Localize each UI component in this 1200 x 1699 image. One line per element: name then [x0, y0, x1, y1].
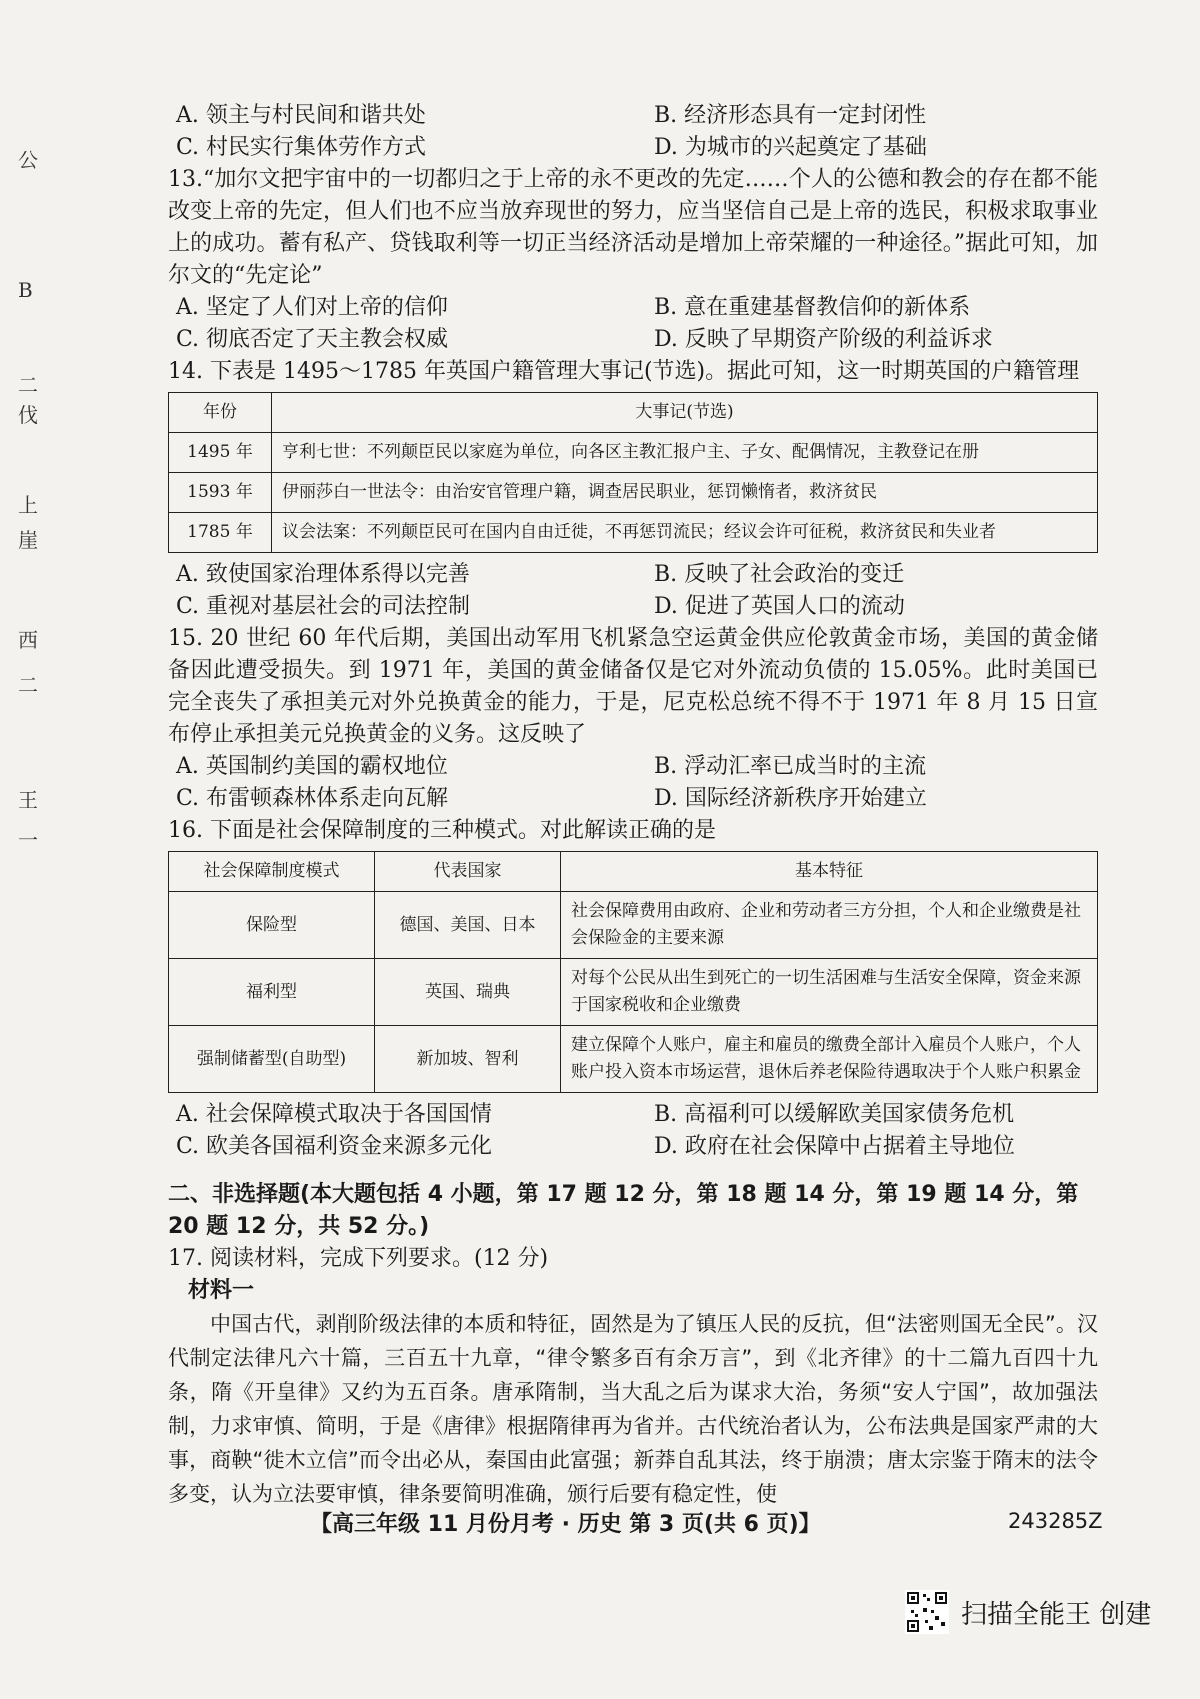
q17-stem: 17. 阅读材料，完成下列要求。(12 分)	[168, 1246, 549, 1271]
q16-option-c: C. 欧美各国福利资金来源多元化	[176, 1134, 493, 1159]
table-cell-countries: 德国、美国、日本	[375, 892, 561, 959]
table-cell-year: 1495 年	[169, 433, 272, 473]
scanner-watermark	[905, 1590, 1151, 1634]
edge-mark: 一	[18, 828, 38, 852]
qr-code-icon	[905, 1590, 949, 1634]
section-heading: 二、非选择题(本大题包括 4 小题，第 17 题 12 分，第 18 题 14 分，第 19 题 14 分，第 20 题 12 分，共 52 分。)	[168, 1182, 1079, 1239]
q14-options-row-2	[168, 591, 1098, 623]
table-row	[169, 433, 1098, 473]
q15-option-b: B. 浮动汇率已成当时的主流	[654, 754, 927, 779]
edge-mark: 公	[18, 148, 38, 172]
q14-option-c: C. 重视对基层社会的司法控制	[176, 594, 471, 619]
table-cell-features: 建立保障个人账户，雇主和雇员的缴费全部计入雇员个人账户，个人账户投入资本市场运营，退休后养老保险待遇取决于个人账户积累金	[561, 1026, 1098, 1093]
table-cell-event: 亨利七世：不列颠臣民以家庭为单位，向各区主教汇报户主、子女、配偶情况，主教登记在册	[272, 433, 1098, 473]
table-cell-countries: 英国、瑞典	[375, 959, 561, 1026]
edge-mark: 崖	[18, 528, 38, 552]
q15-option-a: A. 英国制约美国的霸权地位	[176, 754, 448, 779]
q14-stem: 14. 下表是 1495～1785 年英国户籍管理大事记(节选)。据此可知，这一时期英国的户籍管理	[168, 359, 1080, 384]
q15-options-row-2	[168, 783, 1098, 815]
q12-option-b: B. 经济形态具有一定封闭性	[654, 103, 927, 128]
q13-option-c: C. 彻底否定了天主教会权威	[176, 327, 449, 352]
q16-options-row-2	[168, 1131, 1098, 1163]
table-header: 代表国家	[375, 852, 561, 892]
question-content	[168, 100, 1098, 1511]
table-cell-countries: 新加坡、智利	[375, 1026, 561, 1093]
table-cell-year: 1785 年	[169, 513, 272, 553]
edge-mark: B	[18, 278, 33, 302]
table-row	[169, 473, 1098, 513]
table-row	[169, 513, 1098, 553]
q16-options-row-1	[168, 1099, 1098, 1131]
q15-stem: 15. 20 世纪 60 年代后期，美国出动军用飞机紧急空运黄金供应伦敦黄金市场，美国的黄金储备因此遭受损失。到 1971 年，美国的黄金储备仅是它对外流动负债的 15.05%。此时美国已完全丧失了承担美元对外兑换黄金的能力，于是，尼克松总统不得不于 1971 年 8 月 15 日宣布停止承担美元兑换黄金的义务。这反映了	[168, 626, 1098, 747]
table-cell-event: 伊丽莎白一世法令：由治安官管理户籍，调查居民职业，惩罚懒惰者，救济贫民	[272, 473, 1098, 513]
table-cell-features: 社会保障费用由政府、企业和劳动者三方分担，个人和企业缴费是社会保险金的主要来源	[561, 892, 1098, 959]
table-header: 年份	[169, 393, 272, 433]
q13-option-a: A. 坚定了人们对上帝的信仰	[176, 295, 448, 320]
material-label: 材料一	[188, 1278, 255, 1303]
table-cell-model: 福利型	[169, 959, 375, 1026]
edge-mark: 王	[18, 788, 38, 812]
edge-mark: 二	[18, 373, 38, 397]
q13-options-row-1	[168, 292, 1098, 324]
q13-option-d: D. 反映了早期资产阶级的利益诉求	[654, 327, 993, 352]
q14-option-d: D. 促进了英国人口的流动	[654, 594, 905, 619]
edge-mark: 上	[18, 493, 38, 517]
q16-option-a: A. 社会保障模式取决于各国国情	[176, 1102, 492, 1127]
document-code: 243285Z	[1008, 1509, 1103, 1533]
q15-option-d: D. 国际经济新秩序开始建立	[654, 786, 927, 811]
q15-option-c: C. 布雷顿森林体系走向瓦解	[176, 786, 449, 811]
q12-option-c: C. 村民实行集体劳作方式	[176, 135, 427, 160]
table-header: 大事记(节选)	[272, 393, 1098, 433]
q13-options-row-2	[168, 324, 1098, 356]
table-cell-event: 议会法案：不列颠臣民可在国内自由迁徙，不再惩罚流民；经议会许可征税，救济贫民和失业者	[272, 513, 1098, 553]
q12-option-a: A. 领主与村民间和谐共处	[176, 103, 426, 128]
table-header-row	[169, 852, 1098, 892]
q14-options-row-1	[168, 559, 1098, 591]
edge-mark: 西	[18, 628, 38, 652]
table-cell-features: 对每个公民从出生到死亡的一切生活困难与生活安全保障，资金来源于国家税收和企业缴费	[561, 959, 1098, 1026]
table-header-row	[169, 393, 1098, 433]
table-row	[169, 1026, 1098, 1093]
q13-option-b: B. 意在重建基督教信仰的新体系	[654, 295, 971, 320]
table-row	[169, 959, 1098, 1026]
table-cell-year: 1593 年	[169, 473, 272, 513]
table-header: 基本特征	[561, 852, 1098, 892]
table-cell-model: 保险型	[169, 892, 375, 959]
q14-table	[168, 392, 1098, 553]
q14-option-a: A. 致使国家治理体系得以完善	[176, 562, 470, 587]
scanner-label: 扫描全能王 创建	[961, 1599, 1152, 1630]
q16-option-b: B. 高福利可以缓解欧美国家债务危机	[654, 1102, 1015, 1127]
q16-stem: 16. 下面是社会保障制度的三种模式。对此解读正确的是	[168, 818, 716, 843]
material-text: 中国古代，剥削阶级法律的本质和特征，固然是为了镇压人民的反抗，但“法密则国无全民”。汉代制定法律凡六十篇，三百五十九章，“律令繁多百有余万言”，到《北齐律》的十二篇九百四十九条，隋《开皇律》又约为五百条。唐承隋制，当大乱之后为谋求大治，务须“安人宁国”，故加强法制，力求审慎、简明，于是《唐律》根据隋律再为省并。古代统治者认为，公布法典是国家严肃的大事，商鞅“徙木立信”而令出必从，秦国由此富强；新莽自乱其法，终于崩溃；唐太宗鉴于隋末的法令多变，认为立法要审慎，律条要简明准确，颁行后要有稳定性，使	[168, 1312, 1098, 1506]
q15-options-row-1	[168, 751, 1098, 783]
q12-options-row-1	[168, 100, 1098, 132]
table-cell-model: 强制储蓄型(自助型)	[169, 1026, 375, 1093]
edge-mark: 伐	[18, 403, 38, 427]
q14-option-b: B. 反映了社会政治的变迁	[654, 562, 905, 587]
q13-stem: 13.“加尔文把宇宙中的一切都归之于上帝的永不更改的先定……个人的公德和教会的存在都不能改变上帝的先定，但人们也不应当放弃现世的努力，应当坚信自己是上帝的选民，积极求取事业上的成功。蓄有私产、贷钱取利等一切正当经济活动是增加上帝荣耀的一种途径。”据此可知，加尔文的“先定论”	[168, 167, 1098, 288]
table-header: 社会保障制度模式	[169, 852, 375, 892]
q16-option-d: D. 政府在社会保障中占据着主导地位	[654, 1134, 1015, 1159]
q16-table	[168, 851, 1098, 1093]
edge-mark: 二	[18, 673, 38, 697]
page-footer: 【高三年级 11 月份月考 · 历史 第 3 页(共 6 页)】	[310, 1512, 821, 1537]
q12-options-row-2	[168, 132, 1098, 164]
table-row	[169, 892, 1098, 959]
q12-option-d: D. 为城市的兴起奠定了基础	[654, 135, 927, 160]
